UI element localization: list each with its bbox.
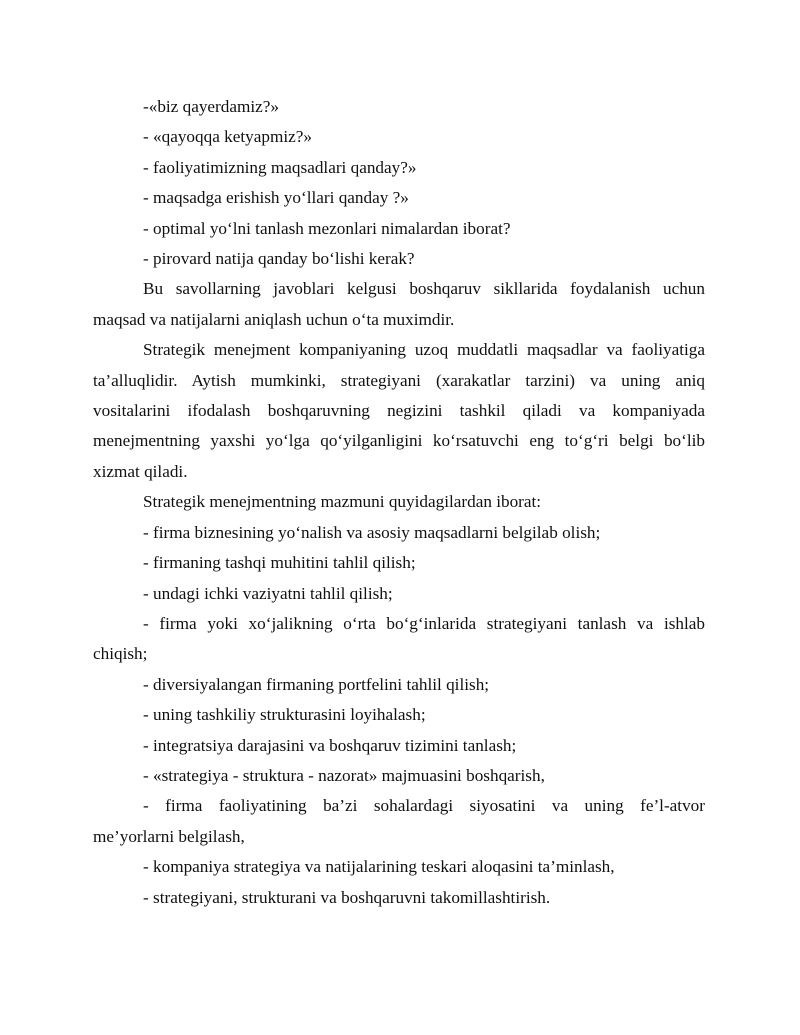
text-line: -«biz qayerdamiz?» xyxy=(143,97,279,116)
text-line: - strategiyani, strukturani va boshqaruvni takomillashtirish. xyxy=(143,887,551,907)
document-page xyxy=(93,92,705,913)
text-line: - firma faoliyatining ba’zi sohalardagi siyosatini va uning fe’l-atvor xyxy=(143,796,705,816)
text-line: - undagi ichki vaziyatni tahlil qilish; xyxy=(143,583,393,603)
text-line: - firma biznesining yo‘nalish va asosiy maqsadlarni belgilab olish; xyxy=(143,522,601,542)
text-line: chiqish; xyxy=(93,644,148,664)
text-line: - faoliyatimizning maqsadlari qanday?» xyxy=(143,157,417,177)
text-line: - pirovard natija qanday bo‘lishi kerak? xyxy=(143,249,415,269)
text-line: Strategik menejmentning mazmuni quyidagilardan iborat: xyxy=(143,492,542,512)
text-line: - diversiyalangan firmaning portfelini tahlil qilish; xyxy=(143,674,490,694)
text-line: vositalarini ifodalash boshqaruvning negizini tashkil qiladi va kompaniyada xyxy=(93,401,705,421)
text-line: Strategik menejment kompaniyaning uzoq muddatli maqsadlar va faoliyatiga xyxy=(143,340,705,360)
text-line: me’yorlarni belgilash, xyxy=(93,826,245,846)
text-line: - «qayoqqa ketyapmiz?» xyxy=(143,127,312,147)
text-line: - firmaning tashqi muhitini tahlil qilish; xyxy=(143,553,416,573)
text-line: - kompaniya strategiya va natijalarining teskari aloqasini ta’minlash, xyxy=(143,857,615,877)
text-line: - integratsiya darajasini va boshqaruv tizimini tanlash; xyxy=(143,735,517,755)
text-line: menejmentning yaxshi yo‘lga qo‘yilganligini ko‘rsatuvchi eng to‘g‘ri belgi bo‘lib xyxy=(93,431,705,451)
text-line: - maqsadga erishish yo‘llari qanday ?» xyxy=(143,188,409,208)
text-line: - «strategiya - struktura - nazorat» majmuasini boshqarish, xyxy=(143,765,545,785)
text-line: xizmat qiladi. xyxy=(93,461,188,481)
text-line: ta’alluqlidir. Aytish mumkinki, strategiyani (xarakatlar tarzini) va uning aniq xyxy=(93,370,705,390)
text-line: - optimal yo‘lni tanlash mezonlari nimalardan iborat? xyxy=(143,218,511,238)
text-line: Bu savollarning javoblari kelgusi boshqaruv sikllarida foydalanish uchun xyxy=(143,279,705,299)
text-line: - firma yoki xo‘jalikning o‘rta bo‘g‘inlarida strategiyani tanlash va ishlab xyxy=(143,613,705,633)
text-line: maqsad va natijalarni aniqlash uchun o‘ta muximdir. xyxy=(93,309,455,329)
text-line: - uning tashkiliy strukturasini loyihalash; xyxy=(143,705,426,725)
